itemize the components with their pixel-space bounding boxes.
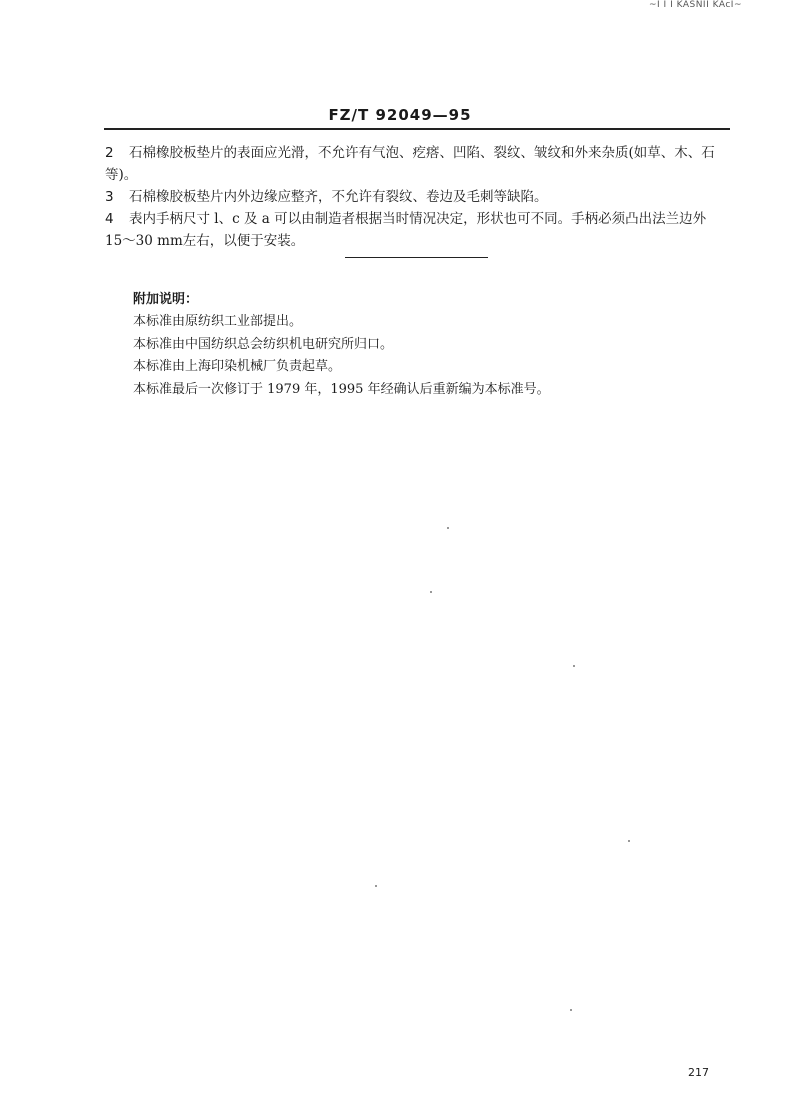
top-margin-mark: ~I I I KASNII KAcI~ xyxy=(649,0,742,10)
scan-speck xyxy=(570,1009,572,1011)
standard-code-header: FZ/T 92049—95 xyxy=(328,106,472,124)
appendix-line: 本标准由中国纺织总会纺织机电研究所归口。 xyxy=(133,336,394,352)
note-number: 4 xyxy=(105,211,114,227)
note-text: 表内手柄尺寸 l、c 及 a 可以由制造者根据当时情况决定，形状也可不同。手柄必须凸出法兰边外 xyxy=(129,211,707,227)
scan-speck xyxy=(430,591,432,593)
appendix-heading: 附加说明： xyxy=(133,292,199,307)
scan-speck xyxy=(375,885,377,887)
appendix-line: 本标准由上海印染机械厂负责起草。 xyxy=(133,359,342,374)
scan-speck xyxy=(447,527,449,529)
note-text: 石棉橡胶板垫片的表面应光滑，不允许有气泡、疙瘩、凹陷、裂纹、皱纹和外来杂质(如草、木、石等)。 xyxy=(105,145,715,183)
appendix-notes xyxy=(133,289,733,401)
scan-speck xyxy=(573,665,575,667)
note-text-continuation: 15～30 mm左右，以便于安装。 xyxy=(105,233,305,249)
note-text: 石棉橡胶板垫片内外边缘应整齐，不允许有裂纹、卷边及毛刺等缺陷。 xyxy=(129,189,548,205)
notes-section xyxy=(105,142,735,252)
note-number: 3 xyxy=(105,189,114,205)
appendix-line: 本标准由原纺织工业部提出。 xyxy=(133,314,303,329)
section-divider xyxy=(345,257,488,258)
note-item xyxy=(105,142,735,186)
note-number: 2 xyxy=(105,145,114,161)
note-item xyxy=(105,208,735,252)
header-rule xyxy=(104,128,730,130)
scan-speck xyxy=(628,840,630,842)
appendix-line: 本标准最后一次修订于 1979 年，1995 年经确认后重新编为本标准号。 xyxy=(133,381,550,397)
page-number: 217 xyxy=(688,1066,709,1079)
note-item xyxy=(105,186,735,208)
